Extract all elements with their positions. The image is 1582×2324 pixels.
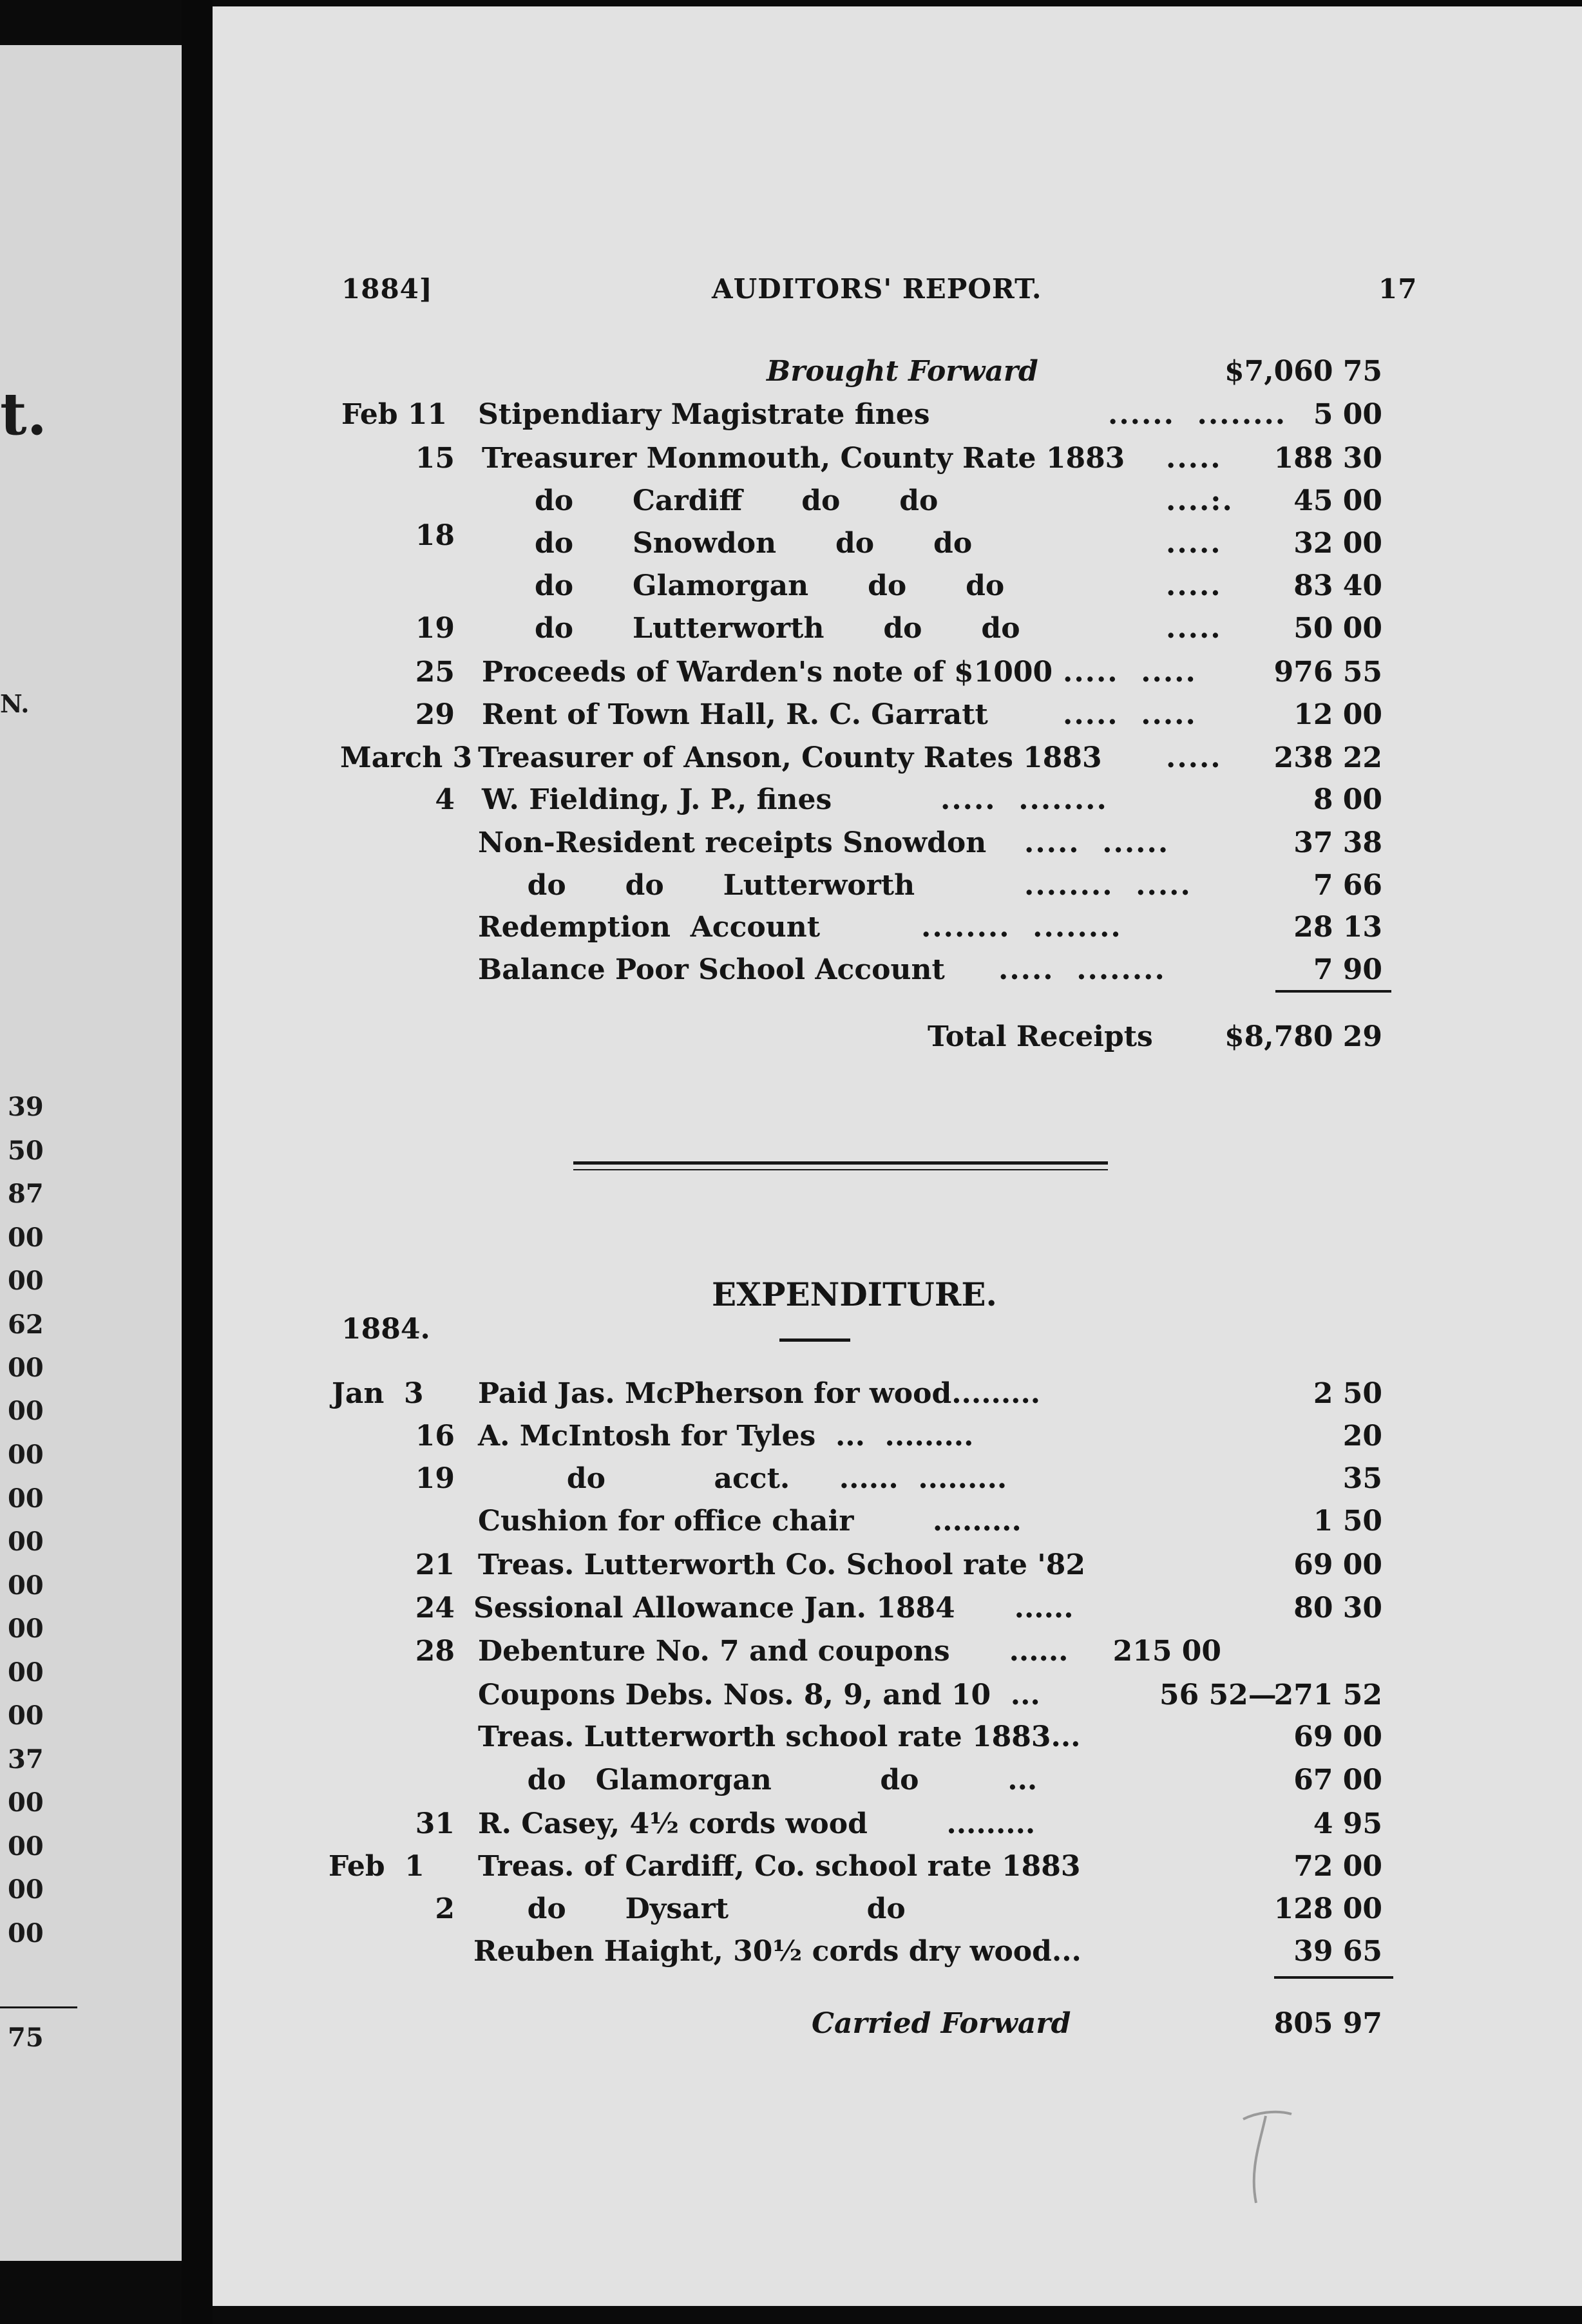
left-page-fragment: t. (0, 380, 47, 448)
brought-forward-label: Brought Forward (767, 355, 1038, 388)
pencil-mark-icon (1230, 2106, 1301, 2209)
receipt-amount: 5 00 (1313, 398, 1382, 431)
left-page-number: 00 (8, 1527, 44, 1557)
receipt-date: March 3 (340, 741, 473, 774)
receipt-amount: 28 13 (1293, 911, 1382, 944)
expenditure-subtotal: 56 52— (1159, 1679, 1277, 1711)
sum-rule (1274, 1976, 1393, 1979)
receipt-description: Non-Resident receipts Snowdon (478, 826, 987, 859)
expenditure-amount: 2 50 (1313, 1377, 1382, 1410)
receipt-description: Proceeds of Warden's note of $1000 (482, 656, 1053, 689)
page-number: 17 (1378, 273, 1418, 305)
expenditure-amount: 80 30 (1293, 1592, 1382, 1624)
expenditure-date: Jan 3 (332, 1377, 424, 1410)
left-page-number: 00 (8, 1831, 44, 1862)
expenditure-date: 28 (415, 1635, 455, 1668)
page-title: AUDITORS' REPORT. (712, 273, 1042, 305)
left-page-number: 00 (8, 1396, 44, 1426)
receipt-amount: 8 00 (1313, 783, 1382, 816)
receipt-description: Treasurer of Anson, County Rates 1883 (478, 741, 1102, 774)
left-page-number: 00 (8, 1483, 44, 1514)
receipt-description: do do Lutterworth (478, 869, 915, 902)
left-page-number: 00 (8, 1440, 44, 1470)
section-divider (573, 1161, 1108, 1165)
receipt-description: Balance Poor School Account (478, 953, 945, 986)
expenditure-description: do Glamorgan do ... (478, 1764, 1038, 1796)
expenditure-amount: 4 95 (1313, 1807, 1382, 1840)
receipt-amount: 12 00 (1293, 698, 1382, 731)
receipt-amount: 32 00 (1293, 527, 1382, 560)
expenditure-description: Paid Jas. McPherson for wood......... (478, 1377, 1041, 1410)
receipt-amount: 188 30 (1273, 442, 1382, 475)
receipt-date: 19 (415, 612, 455, 645)
receipt-description: do Glamorgan do do (535, 569, 1005, 602)
receipt-date: 25 (415, 656, 455, 689)
left-page-number: 75 (8, 2023, 44, 2053)
left-page-number: 00 (8, 1353, 44, 1383)
expenditure-amount: 39 65 (1293, 1935, 1382, 1968)
left-page-number: 00 (8, 1266, 44, 1296)
expenditure-amount: 271 52 (1273, 1679, 1382, 1711)
expenditure-amount: 35 (1342, 1462, 1382, 1495)
left-page-number: 00 (8, 1223, 44, 1253)
brought-forward-amount: $7,060 75 (1225, 355, 1382, 388)
left-page-number: 50 (8, 1136, 44, 1166)
expenditure-description: R. Casey, 4½ cords wood ......... (478, 1807, 1036, 1840)
receipt-description: Rent of Town Hall, R. C. Garratt (482, 698, 988, 731)
receipt-amount: 37 38 (1293, 826, 1382, 859)
expenditure-date: Feb 1 (329, 1850, 424, 1883)
receipt-dot-leader: ...... ........ (1108, 398, 1287, 431)
expenditure-description: Reuben Haight, 30½ cords dry wood... (473, 1935, 1082, 1968)
total-receipts-amount: $8,780 29 (1225, 1020, 1382, 1053)
receipt-description: do Cardiff do do (535, 484, 939, 517)
receipt-amount: 7 90 (1313, 953, 1382, 986)
receipt-date: 4 (435, 783, 455, 816)
receipt-description: Treasurer Monmouth, County Rate 1883 (482, 442, 1125, 475)
sum-rule (1275, 990, 1391, 993)
receipt-amount: 976 55 (1273, 656, 1382, 689)
expenditure-date: 19 (415, 1462, 455, 1495)
receipt-date: 18 (415, 519, 455, 552)
receipt-dot-leader: ..... ........ (998, 953, 1166, 986)
expenditure-description: do acct. ...... ......... (478, 1462, 1007, 1495)
expenditure-description: Coupons Debs. Nos. 8, 9, and 10 ... (478, 1679, 1040, 1711)
receipt-date: 15 (415, 442, 455, 475)
left-page-number: 00 (8, 1787, 44, 1818)
left-page-number: 00 (8, 1700, 44, 1731)
receipt-description: Redemption Account (478, 911, 821, 944)
left-page-number: 00 (8, 1614, 44, 1644)
expenditure-amount: 69 00 (1293, 1548, 1382, 1581)
left-page-rule (0, 2006, 77, 2008)
section-divider (573, 1169, 1108, 1170)
expenditure-amount: 72 00 (1293, 1850, 1382, 1883)
receipt-dot-leader: ..... (1166, 569, 1222, 602)
left-page-number: 00 (8, 1918, 44, 1948)
total-receipts-label: Total Receipts (928, 1020, 1153, 1053)
expenditure-date: 31 (415, 1807, 455, 1840)
expenditure-amount: 1 50 (1313, 1505, 1382, 1538)
expenditure-title: EXPENDITURE. (712, 1275, 997, 1313)
expenditure-description: do Dysart do (478, 1892, 906, 1925)
expenditure-date: 2 (435, 1892, 455, 1925)
left-page-number: 00 (8, 1657, 44, 1688)
receipt-amount: 83 40 (1293, 569, 1382, 602)
left-page-number: 37 (8, 1744, 44, 1775)
receipt-dot-leader: ....:. (1166, 484, 1234, 517)
header-year: 1884] (341, 273, 433, 305)
receipt-description: do Snowdon do do (535, 527, 973, 560)
receipt-dot-leader: ..... (1166, 442, 1222, 475)
expenditure-description: Debenture No. 7 and coupons ...... (478, 1635, 1069, 1668)
carried-forward-label: Carried Forward (812, 2007, 1071, 2040)
expenditure-description: Treas. of Cardiff, Co. school rate 1883 (478, 1850, 1081, 1883)
expenditure-date: 21 (415, 1548, 455, 1581)
receipt-dot-leader: ..... ...... (1024, 826, 1170, 859)
carried-forward-amount: 805 97 (1273, 2007, 1382, 2040)
receipt-dot-leader: ..... (1166, 527, 1222, 560)
receipt-date: 29 (415, 698, 455, 731)
expenditure-amount: 20 (1342, 1420, 1382, 1452)
receipt-amount: 7 66 (1313, 869, 1382, 902)
expenditure-description: Cushion for office chair ......... (478, 1505, 1022, 1538)
expenditure-date: 16 (415, 1420, 455, 1452)
receipt-dot-leader: ........ ........ (921, 911, 1122, 944)
receipt-date: Feb 11 (341, 398, 448, 431)
receipt-amount: 238 22 (1273, 741, 1382, 774)
expenditure-description: Treas. Lutterworth Co. School rate '82 (478, 1548, 1085, 1581)
receipt-dot-leader: ..... (1166, 612, 1222, 645)
report-page (213, 6, 1582, 2306)
expenditure-description: Treas. Lutterworth school rate 1883... (478, 1720, 1081, 1753)
left-page-number: 00 (8, 1874, 44, 1905)
left-page-number: 87 (8, 1179, 44, 1209)
receipt-dot-leader: ..... ........ (940, 783, 1108, 816)
left-page-fragment: N. (0, 689, 30, 718)
expenditure-description: Sessional Allowance Jan. 1884 ...... (473, 1592, 1074, 1624)
receipt-description: W. Fielding, J. P., fines (482, 783, 832, 816)
book-gutter (182, 0, 213, 2324)
receipt-amount: 45 00 (1293, 484, 1382, 517)
receipt-description: do Lutterworth do do (535, 612, 1020, 645)
left-page-number: 00 (8, 1570, 44, 1601)
left-page-number: 39 (8, 1092, 44, 1122)
title-underline (779, 1338, 850, 1342)
expenditure-date: 24 (415, 1592, 455, 1624)
receipt-dot-leader: ..... ..... (1063, 698, 1197, 731)
expenditure-year: 1884. (341, 1313, 430, 1346)
expenditure-subtotal: 215 00 (1112, 1635, 1221, 1668)
receipt-dot-leader: ........ ..... (1024, 869, 1192, 902)
expenditure-description: A. McIntosh for Tyles ... ......... (478, 1420, 974, 1452)
expenditure-amount: 69 00 (1293, 1720, 1382, 1753)
expenditure-amount: 128 00 (1273, 1892, 1382, 1925)
receipt-dot-leader: ..... (1166, 741, 1222, 774)
receipt-description: Stipendiary Magistrate fines (478, 398, 930, 431)
expenditure-amount: 67 00 (1293, 1764, 1382, 1796)
left-page-margin (0, 45, 182, 2261)
receipt-amount: 50 00 (1293, 612, 1382, 645)
left-page-number: 62 (8, 1310, 44, 1340)
receipt-dot-leader: ..... ..... (1063, 656, 1197, 689)
